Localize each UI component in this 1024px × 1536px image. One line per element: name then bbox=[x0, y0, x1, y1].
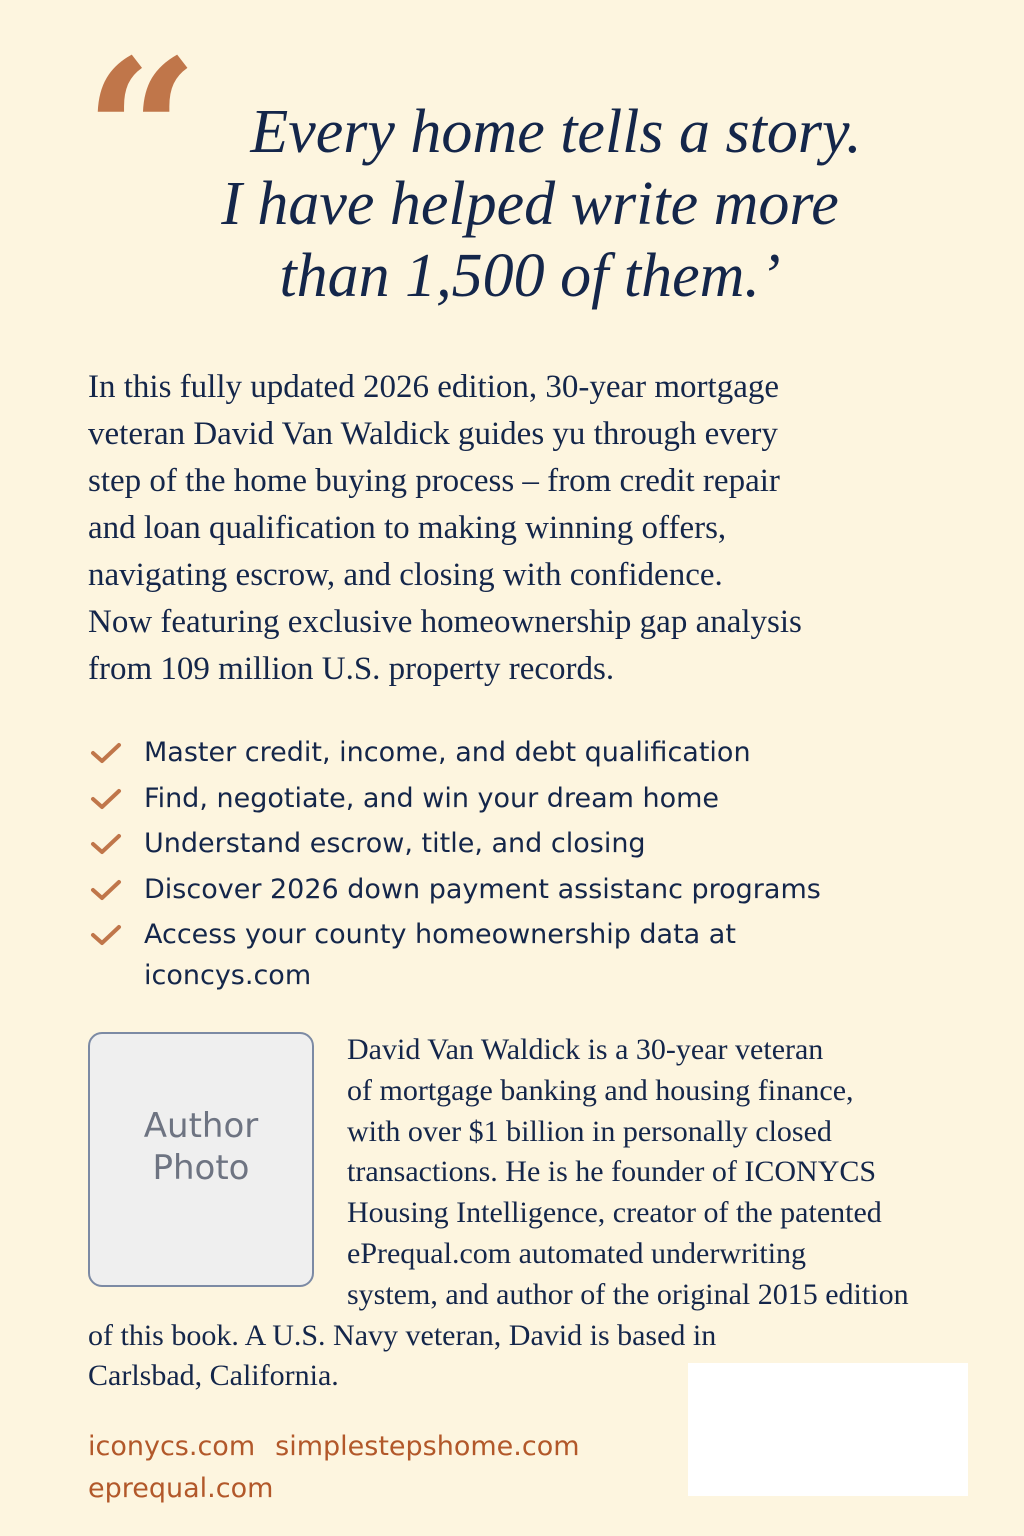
description-line: and loan qualification to making winning offers, bbox=[88, 510, 727, 546]
description-line: navigating escrow, and closing with confidence. bbox=[88, 557, 723, 593]
description-line: veteran David Van Waldick guides yu through every bbox=[88, 416, 778, 452]
author-bio bbox=[0, 1030, 1024, 1397]
feature-item bbox=[90, 778, 970, 824]
feature-item bbox=[90, 823, 970, 869]
feature-item bbox=[90, 869, 970, 915]
bio-line: ePrequal.com automated underwriting bbox=[347, 1236, 807, 1270]
feature-item bbox=[90, 732, 970, 778]
feature-text: Access your county homeownership data at bbox=[144, 919, 736, 950]
feature-text: Master credit, income, and debt qualification bbox=[144, 737, 751, 768]
feature-text: Find, negotiate, and win your dream home bbox=[144, 782, 720, 814]
checkmark-icon bbox=[90, 788, 122, 810]
feature-list bbox=[90, 732, 970, 996]
description-line: Now featuring exclusive homeownership gap analysis bbox=[88, 604, 802, 640]
checkmark-icon bbox=[90, 742, 122, 764]
checkmark-icon bbox=[90, 879, 122, 901]
link-iconycs[interactable]: iconycs.com bbox=[88, 1431, 256, 1462]
checkmark-icon bbox=[90, 833, 122, 855]
pull-quote bbox=[0, 0, 1024, 330]
bio-line: Carlsbad, California. bbox=[88, 1359, 339, 1393]
links-row bbox=[88, 1468, 580, 1510]
open-quote-icon: “ bbox=[84, 16, 188, 251]
feature-item bbox=[90, 914, 970, 996]
bio-line: with over $1 billion in personally closed bbox=[347, 1114, 832, 1148]
bio-line: system, and author of the original 2015 edition bbox=[347, 1277, 909, 1311]
description-line: step of the home buying process – from credit repair bbox=[88, 463, 780, 499]
author-photo-label: Author Photo bbox=[143, 1105, 259, 1188]
quote-line: Every home tells a story. bbox=[250, 98, 862, 166]
link-simplestepshome[interactable]: simplestepshome.com bbox=[275, 1431, 580, 1462]
bio-line: of this book. A U.S. Navy veteran, David is based in bbox=[88, 1318, 717, 1352]
links-row bbox=[88, 1426, 580, 1468]
bio-line: of mortgage banking and housing finance, bbox=[347, 1073, 854, 1107]
book-description bbox=[88, 364, 968, 693]
barcode-area bbox=[688, 1363, 968, 1496]
feature-text: Understand escrow, title, and closing bbox=[144, 828, 646, 859]
bio-line: transactions. He is he founder of ICONYCS bbox=[347, 1155, 877, 1189]
quote-line: than 1,500 of them.’ bbox=[279, 242, 781, 310]
description-line: from 109 million U.S. property records. bbox=[88, 651, 615, 687]
checkmark-icon bbox=[90, 924, 122, 946]
feature-text: Discover 2026 down payment assistanc programs bbox=[144, 873, 821, 905]
quote-line: I have helped write more bbox=[221, 170, 839, 238]
bio-line: Housing Intelligence, creator of the patented bbox=[347, 1196, 882, 1230]
feature-text: iconcys.com bbox=[144, 960, 312, 991]
website-links bbox=[88, 1426, 580, 1510]
bio-line: David Van Waldick is a 30-year veteran bbox=[347, 1033, 824, 1066]
link-eprequal[interactable]: eprequal.com bbox=[88, 1473, 274, 1504]
description-line: In this fully updated 2026 edition, 30-year mortgage bbox=[88, 369, 780, 405]
quote-text bbox=[150, 96, 910, 312]
